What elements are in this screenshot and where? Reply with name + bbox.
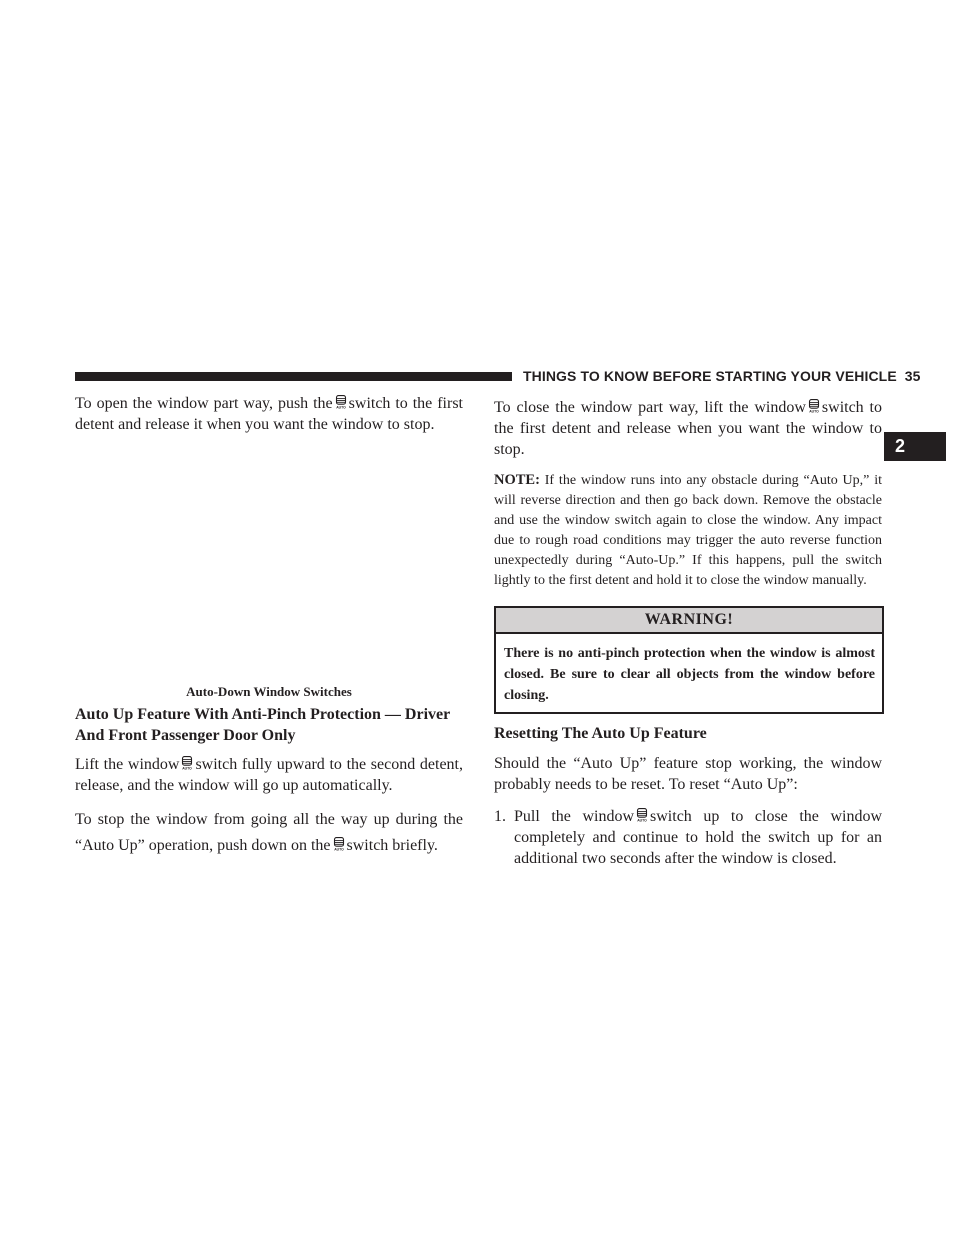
- chapter-title: THINGS TO KNOW BEFORE STARTING YOUR VEHICLE: [523, 368, 897, 384]
- svg-text:AUTO: AUTO: [333, 847, 344, 851]
- open-partway-paragraph: To open the window part way, push the AUTO switch to the first detent and release it when you want the window to stop.: [75, 395, 463, 433]
- chapter-tab[interactable]: 2: [884, 432, 946, 461]
- warning-box: [494, 606, 884, 714]
- figure-caption: Auto-Down Window Switches: [186, 684, 352, 699]
- svg-text:AUTO: AUTO: [809, 409, 819, 413]
- reset-intro-paragraph: Should the “Auto Up” feature stop working, the window probably needs to be reset. To reset “Auto Up”:: [494, 755, 882, 793]
- svg-text:AUTO: AUTO: [637, 818, 647, 822]
- svg-text:AUTO: AUTO: [335, 405, 346, 409]
- header-rule: [75, 372, 512, 381]
- auto-window-switch-icon: [335, 395, 347, 409]
- right-column: [494, 397, 882, 869]
- svg-text:AUTO: AUTO: [182, 766, 193, 770]
- page-number: 35: [904, 368, 921, 384]
- left-column-lower: [75, 704, 463, 859]
- note-label: NOTE:: [494, 472, 540, 488]
- list-text: Pull the window AUTO switch up to close the window completely and continue to hold the switch up for an additional two seconds after the window is closed.: [514, 808, 883, 867]
- reset-heading: Resetting The Auto Up Feature: [494, 725, 707, 742]
- auto-window-switch-icon: [636, 808, 648, 822]
- note-paragraph: NOTE: If the window runs into any obstacle during “Auto Up,” it will reverse direction and then go back down. Remove the obstacle and use the window switch again to close the window. Any impact due to rough road conditions may trigger the auto reverse function unexpectedly during “Auto-Up.” If this happens, pull the switch lightly to the first detent and hold it to close the window manually.: [494, 472, 882, 588]
- warning-title: WARNING!: [496, 608, 882, 634]
- running-header: [523, 367, 921, 385]
- stop-window-paragraph: To stop the window from going all the way up during the “Auto Up” operation, push down on the AUTO switch briefly.: [75, 811, 463, 854]
- warning-text: There is no anti-pinch protection when the window is almost closed. Be sure to clear all objects from the window before closing.: [504, 646, 875, 703]
- list-number: 1.: [494, 808, 506, 825]
- auto-window-switch-icon: [333, 837, 345, 851]
- auto-up-heading: Auto Up Feature With Anti-Pinch Protection — Driver And Front Passenger Door Only: [75, 706, 450, 744]
- lift-window-paragraph: Lift the window AUTO switch fully upward to the second detent, release, and the window will go up automatically.: [75, 756, 463, 794]
- auto-window-switch-icon: [181, 756, 193, 770]
- left-column: [75, 393, 463, 435]
- auto-window-switch-icon: [808, 399, 820, 413]
- close-partway-paragraph: To close the window part way, lift the window AUTO switch to the first detent and release when you want the window to stop.: [494, 399, 883, 458]
- list-item: [494, 806, 882, 869]
